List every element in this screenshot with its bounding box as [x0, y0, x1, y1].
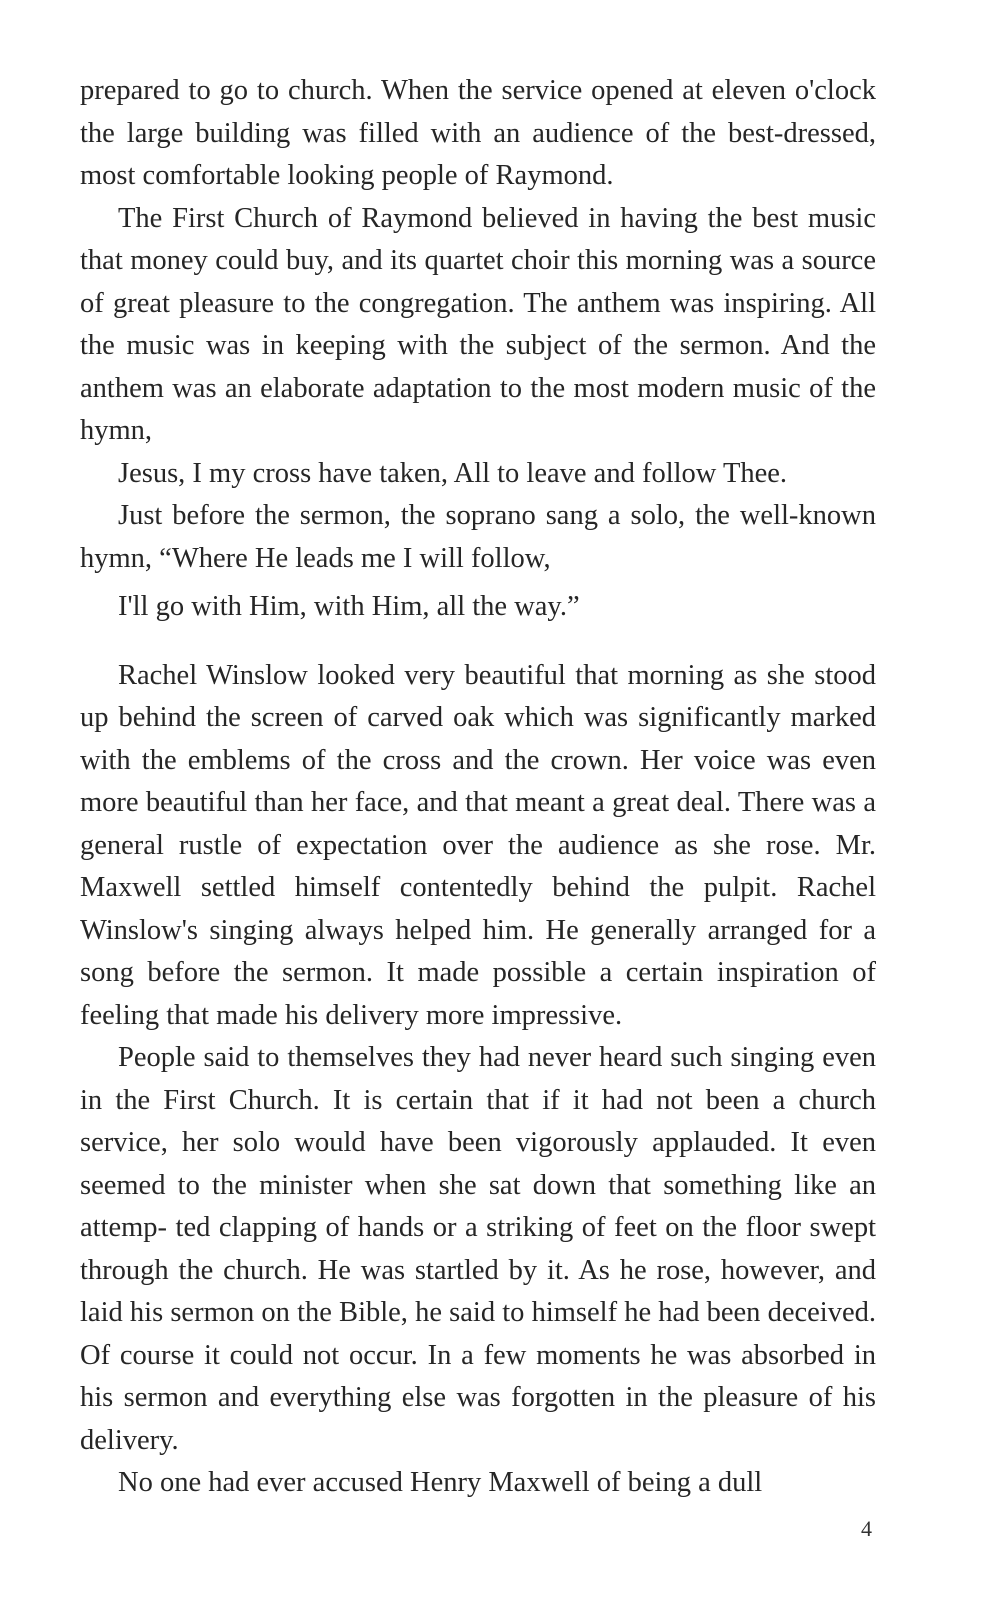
- paragraph-music: The First Church of Raymond believed in having the best music that money could buy, and its quartet choir this morning was a source of great pleasure to the congregation. The anthem was inspiring. All the music was in keeping with the subject of the sermon. And the anthem was an elaborate adaptation to the most modern music of the hymn,: [80, 202, 876, 446]
- hymn-line-2: I'll go with Him, with Him, all the way.”: [118, 591, 580, 622]
- hymn-line: Jesus, I my cross have taken, All to leave and follow Thee.: [118, 457, 788, 489]
- paragraph-solo: Just before the sermon, the soprano sang a solo, the well-known hymn, “Where He leads me I will follow,: [80, 500, 876, 574]
- paragraph-rachel: Rachel Winslow looked very beautiful that morning as she stood up behind the screen of carved oak which was significantly marked with the emblems of the cross and the crown. Her voice was even more beautiful than her face, and that meant a great deal. There was a general rustle of expectation over the audience as she rose. Mr. Maxwell settled himself contentedly behind the pulpit. Rachel Winslow's singing always helped him. He generally arranged for a song before the sermon. It made possible a certain inspiration of feeling that made his delivery more impressive.: [80, 659, 876, 1031]
- paragraph-continued: prepared to go to church. When the service opened at eleven o'clock the large building was filled with an audience of the best-dressed, most comfortable looking people of Raymond.: [80, 75, 876, 191]
- paragraph-people: People said to themselves they had never heard such singing even in the First Church. It is certain that if it had not been a church service, her solo would have been vigorously applauded. It even seemed to the minister when she sat down that something like an attemp- ted clapping of hands or a striking of feet on the floor swept through the church. He was startled by it. As he rose, however, and laid his sermon on the Bible, he said to himself he had been deceived. Of course it could not occur. In a few moments he was absorbed in his sermon and everything else was forgotten in the pleasure of his delivery.: [80, 1042, 876, 1456]
- page-body: [80, 70, 876, 1505]
- page-number: 4: [861, 1516, 872, 1541]
- paragraph-no-one: No one had ever accused Henry Maxwell of being a dull: [118, 1467, 763, 1498]
